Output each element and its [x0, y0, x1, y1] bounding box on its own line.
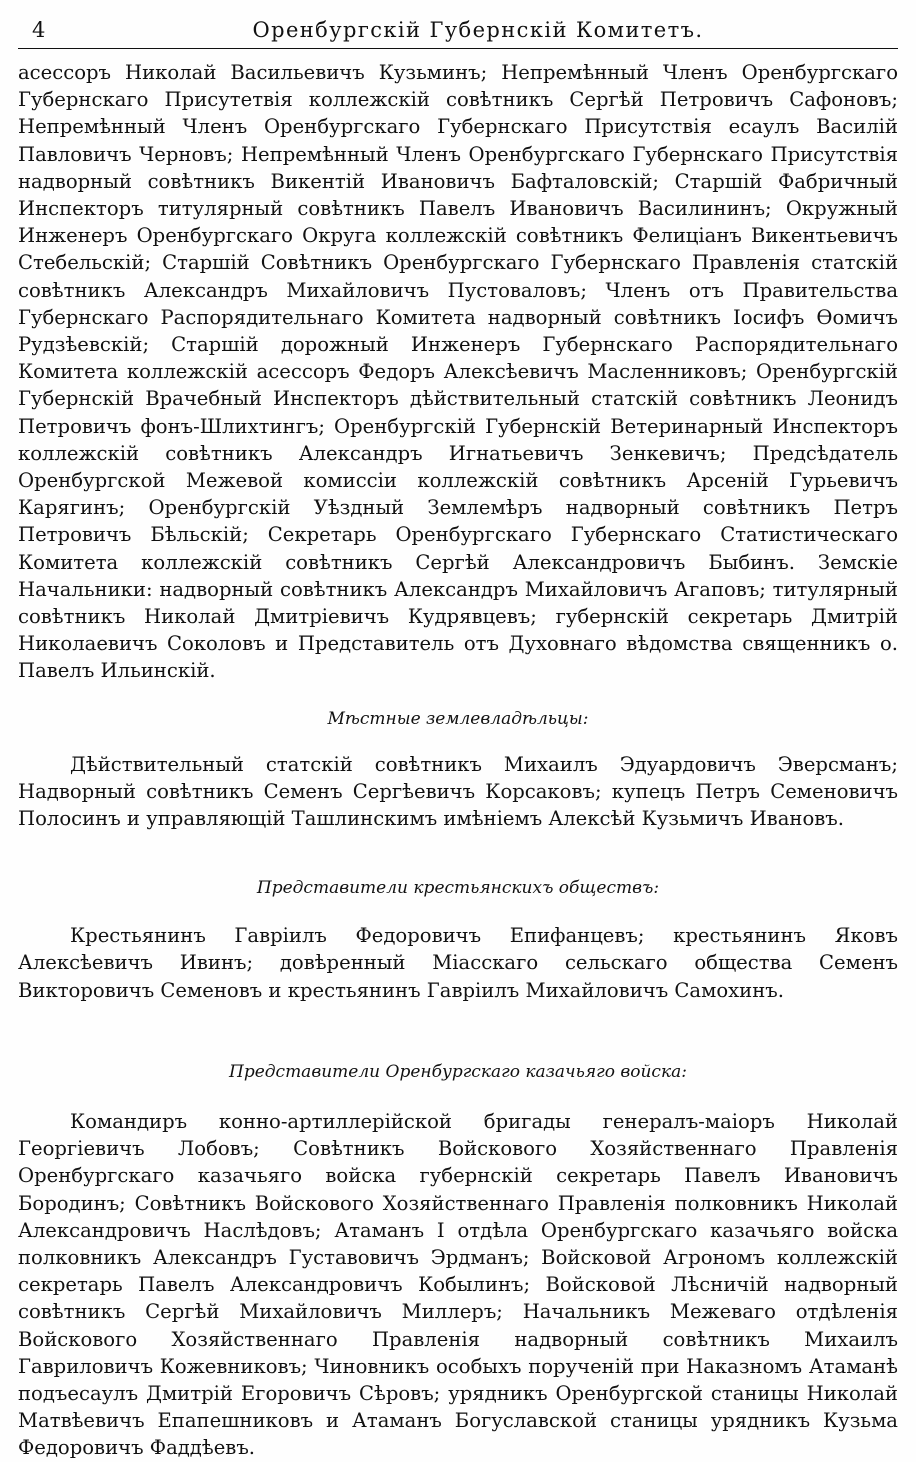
page-number: 4	[32, 18, 47, 42]
section-heading-cossacks: Представители Оренбургскаго казачьяго войска:	[229, 1061, 687, 1082]
page-header	[18, 14, 898, 49]
section-heading-landowners: Мѣстные землевладѣльцы:	[327, 708, 589, 729]
intro-paragraph: асессоръ Николай Васильевичъ Кузьминъ; Непремѣнный Членъ Оренбургскаго Губернскаго Присутетвія коллежскій совѣтникъ Сергѣй Петровичъ Сафоновъ; Непремѣнный Членъ Оренбургскаго Губернскаго Присутствія есаулъ Василій Павловичъ Черновъ; Непремѣнный Членъ Оренбургскаго Губернскаго Присутствія надворный совѣтникъ Викентій Ивановичъ Бафталовскій; Старшій Фабричный Инспекторъ титулярный совѣтникъ Павелъ Ивановичъ Василининъ; Окружный Инженеръ Оренбургскаго Округа коллежскій совѣтникъ Фелиціанъ Викентьевичъ Стебельскій; Старшій Совѣтникъ Оренбургскаго Губернскаго Правленія статскій совѣтникъ Александръ Михайловичъ Пустоваловъ; Членъ отъ Правительства Губернскаго Распорядительнаго Комитета надворный совѣтникъ Іосифъ Ѳомичъ Рудзѣевскій; Старшій дорожный Инженеръ Губернскаго Распорядительнаго Комитета коллежскій асессоръ Федоръ Алексѣевичъ Масленниковъ; Оренбургскій Губернскій Врачебный Инспекторъ дѣйствительный статскій совѣтникъ Леонидъ Петровичъ фонъ-Шлихтингъ; Оренбургскій Губернскій Ветеринарный Инспекторъ коллежскій совѣтникъ Александръ Игнатьевичъ Зенкевичъ; Предсѣдатель Оренбургской Межевой комиссіи коллежскій совѣтникъ Арсеній Гурьевичъ Карягинъ; Оренбургскій Уѣздный Землемѣръ надворный совѣтникъ Петръ Петровичъ Бѣльскій; Секретарь Оренбургскаго Губернскаго Статистическаго Комитета коллежскій совѣтникъ Сергѣй Александровичъ Быбинъ. Земскіе Начальники: надворный совѣтникъ Александръ Михайловичъ Агаповъ; титулярный совѣтникъ Николай Дмитріевичъ Кудрявцевъ; губернскій секретарь Дмитрій Николаевичъ Соколовъ и Представитель отъ Духовнаго вѣдомства священникъ о. Павелъ Ильинскій.	[18, 61, 898, 683]
section-heading-peasants: Представители крестьянскихъ обществъ:	[256, 878, 660, 899]
peasants-paragraph: Крестьянинъ Гавріилъ Федоровичъ Епифанцевъ; крестьянинъ Яковъ Алексѣевичъ Ивинъ; довѣренный Міасскаго сельскаго общества Семенъ Викторовичъ Семеновъ и крестьянинъ Гавріилъ Михайловичъ Самохинъ.	[18, 924, 898, 1002]
landowners-paragraph: Дѣйствительный статскій совѣтникъ Михаилъ Эдуардовичъ Эверсманъ; Надворный совѣтникъ Семенъ Сергѣевичъ Корсаковъ; купецъ Петръ Семеновичъ Полосинъ и управляющій Ташлинскимъ имѣніемъ Алексѣй Кузьмичъ Ивановъ.	[18, 752, 898, 831]
document-page	[18, 14, 898, 1462]
running-title: Оренбургскій Губернскій Комитетъ.	[252, 18, 704, 42]
cossacks-paragraph: Командиръ конно-артиллерійской бригады генералъ-маіоръ Николай Георгіевичъ Лобовъ; Совѣтникъ Войскового Хозяйственнаго Правленія Оренбургскаго казачьяго войска губернскій секретарь Павелъ Ивановичъ Бородинъ; Совѣтникъ Войскового Хозяйственнаго Правленія полковникъ Николай Александровичъ Наслѣдовъ; Атаманъ I отдѣла Оренбургскаго казачьяго войска полковникъ Александръ Густавовичъ Эрдманъ; Войсковой Агрономъ коллежскій секретарь Павелъ Александровичъ Кобылинъ; Войсковой Лѣсничій надворный совѣтникъ Сергѣй Михайловичъ Миллеръ; Начальникъ Межеваго отдѣленія Войскового Хозяйственнаго Правленія надворный совѣтникъ Михаилъ Гавриловичъ Кожевниковъ; Чиновникъ особыхъ порученій при Наказномъ Атаманѣ подъесаулъ Дмитрій Егоровичъ Сѣровъ; урядникъ Оренбургской станицы Николай Матвѣевичъ Епапешниковъ и Атаманъ Богуславской станицы урядникъ Кузьма Федоровичъ Фаддѣевъ.	[18, 1109, 898, 1460]
